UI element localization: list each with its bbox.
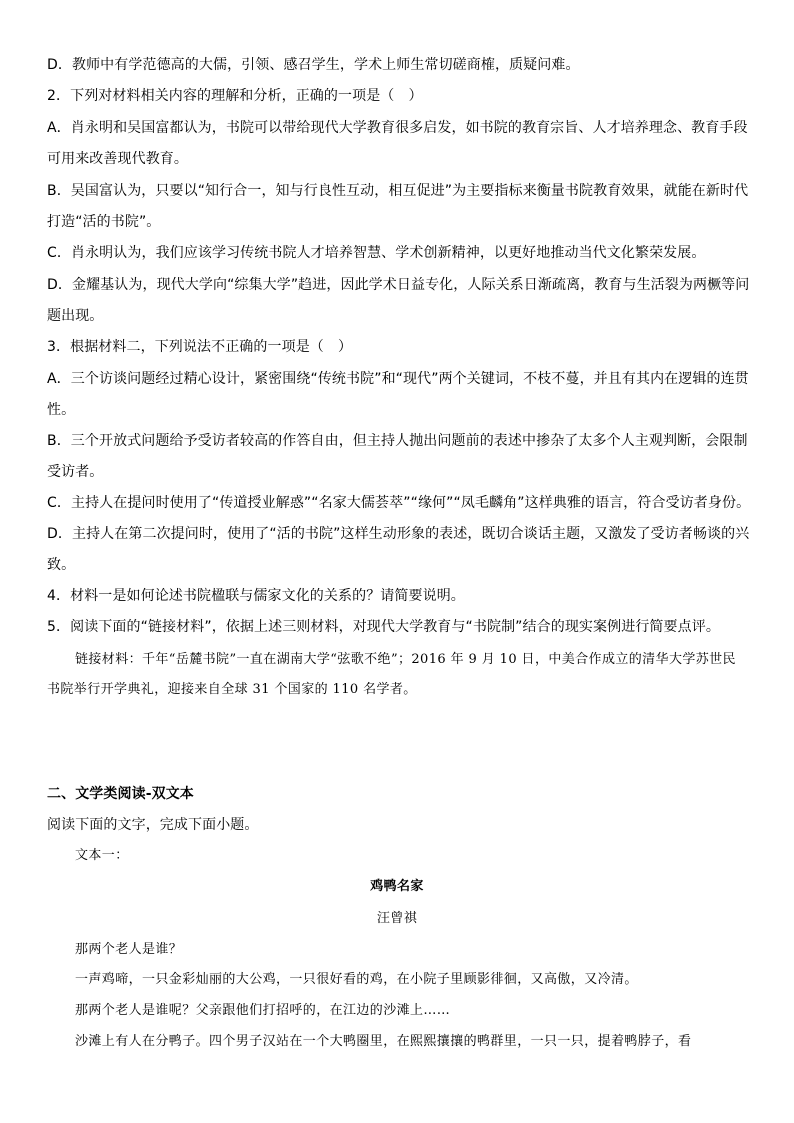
option-d-q1: D．教师中有学范德高的大儒，引领、感召学生，学术上师生常切磋商榷，质疑问难。 [47, 57, 580, 73]
link-material-line-1: 链接材料：千年“岳麓书院”一直在湖南大学“弦歌不绝”；2016 年 9 月 10 日，中美合作成立的清华大学苏世民 [75, 652, 736, 667]
q2-option-b: B．吴国富认为，只要以“知行合一，知与行良性互动，相互促进”为主要指标来衡量书院教育效果，就能在新时代 [47, 183, 749, 199]
story-paragraph: 沙滩上有人在分鸭子。四个男子汉站在一个大鸭圈里，在熙熙攘攘的鸭群里，一只一只，提着鸭脖子，看 [75, 1034, 692, 1049]
section-instruction: 阅读下面的文字，完成下面小题。 [47, 817, 259, 833]
q2-option-c: C．肖永明认为，我们应该学习传统书院人才培养智慧、学术创新精神，以更好地推动当代文化繁荣发展。 [47, 245, 706, 261]
q3-option-a: A．三个访谈问题经过精心设计，紧密围绕“传统书院”和“现代”两个关键词，不枝不蔓，并且有其内在逻辑的连贯 [47, 371, 749, 387]
question-4: 4．材料一是如何论述书院楹联与儒家文化的关系的？请简要说明。 [47, 588, 465, 604]
q2-option-b-cont: 打造“活的书院”。 [47, 214, 161, 230]
q2-option-d: D．金耀基认为，现代大学向“综集大学”趋进，因此学术日益专化，人际关系日渐疏离，教育与生活裂为两橛等问 [47, 277, 750, 293]
question-3: 3．根据材料二，下列说法不正确的一项是（ ） [47, 339, 353, 355]
story-paragraph: 那两个老人是谁？ [75, 942, 183, 957]
q3-option-d: D．主持人在第二次提问时，使用了“活的书院”这样生动形象的表述，既切合谈话主题，又激发了受访者畅谈的兴 [47, 526, 750, 542]
q3-option-b-cont: 受访者。 [47, 464, 104, 480]
question-5: 5．阅读下面的“链接材料”，依据上述三则材料，对现代大学教育与“书院制”结合的现实案例进行简要点评。 [47, 619, 720, 635]
question-2: 2．下列对材料相关内容的理解和分析，正确的一项是（ ） [47, 88, 423, 104]
story-paragraph: 一声鸡啼，一只金彩灿丽的大公鸡，一只很好看的鸡，在小院子里顾影徘徊，又高傲，又冷清。 [75, 972, 638, 987]
section-title: 二、文学类阅读-双文本 [47, 786, 194, 802]
link-material-line-2: 书院举行开学典礼，迎接来自全球 31 个国家的 110 名学者。 [47, 682, 417, 697]
text-label: 文本一： [75, 848, 129, 863]
story-title: 鸡鸭名家 [370, 879, 424, 894]
q3-option-d-cont: 致。 [47, 557, 76, 573]
q2-option-a: A．肖永明和吴国富都认为，书院可以带给现代大学教育很多启发，如书院的教育宗旨、人才培养理念、教育手段 [47, 120, 748, 136]
q3-option-c: C．主持人在提问时使用了“传道授业解惑”“名家大儒荟萃”“缘何”“凤毛麟角”这样典雅的语言，符合受访者身份。 [47, 495, 751, 511]
q2-option-a-cont: 可用来改善现代教育。 [47, 151, 188, 167]
q3-option-b: B．三个开放式问题给予受访者较高的作答自由，但主持人抛出问题前的表述中掺杂了太多个人主观判断，会限制 [47, 433, 748, 449]
story-author: 汪曾祺 [376, 911, 418, 926]
q2-option-d-cont: 题出现。 [47, 308, 104, 324]
story-paragraph: 那两个老人是谁呢？父亲跟他们打招呼的，在江边的沙滩上…… [75, 1003, 451, 1018]
q3-option-a-cont: 性。 [47, 402, 76, 418]
